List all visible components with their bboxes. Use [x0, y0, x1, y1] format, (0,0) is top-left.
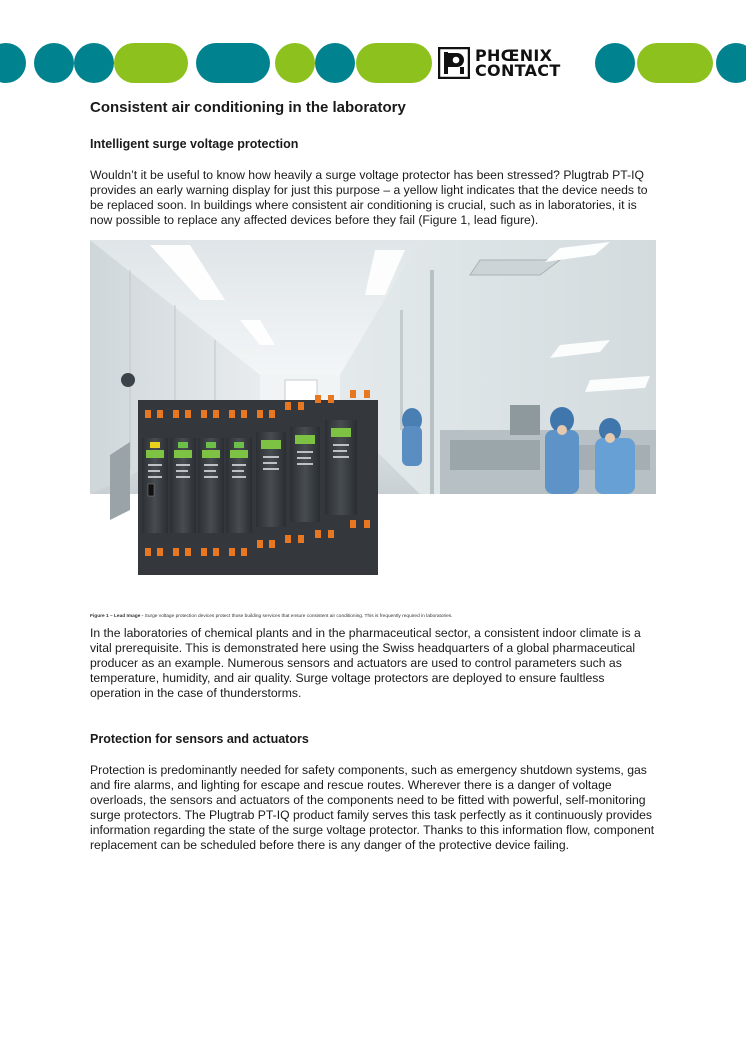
banner-pill — [356, 43, 432, 83]
logo-line-2: CONTACT — [475, 61, 561, 80]
article-title: Consistent air conditioning in the laboratory — [90, 99, 406, 116]
caption-text: Surge voltage protection devices protect those building services that ensure consistent air conditioning. This is frequently required in laboratories. — [143, 614, 453, 619]
banner-dot — [595, 43, 635, 83]
header-banner — [0, 43, 746, 83]
protection-paragraph: Protection is predominantly needed for safety components, such as emergency shutdown systems, gas and fire alarms, and lighting for escape and rescue routes. Wherever there is a danger of voltage overloads, the sensors and actuators of the components need to be fitted with powerful, self-monitoring surge protectors. The Plugtrab PT-IQ product family serves this task perfectly as it continuously provides information regarding the state of the surge voltage protector. Thanks to this information flow, component replacement can be scheduled before there is any danger of the protective device failing. — [90, 763, 655, 852]
banner-dot — [315, 43, 355, 83]
laboratory-paragraph: In the laboratories of chemical plants and in the pharmaceutical sector, a consistent indoor climate is a vital prerequisite. This is demonstrated here using the Swiss headquarters of a global pharmaceutical producer as an example. Numerous sensors and actuators are used to control parameters such as temperature, humidity, and air quality. Surge voltage protectors are deployed to ensure faultless operation in the case of thunderstorms. — [90, 626, 641, 700]
section-heading-surge-protection: Intelligent surge voltage protection — [90, 137, 299, 151]
logo-wordmark — [475, 48, 561, 78]
banner-pill — [114, 43, 188, 83]
intro-paragraph: Wouldn’t it be useful to know how heavily a surge voltage protector has been stressed? Plugtrab PT-IQ provides an early warning display for just this purpose – a yellow light indicates that the device needs to be replaced soon. In buildings where consistent air conditioning is crucial, such as in laboratories, it is now possible to replace any affected devices before they fail (Figure 1, lead figure). — [90, 168, 648, 227]
banner-dot — [34, 43, 74, 83]
banner-pill — [196, 43, 270, 83]
phoenix-contact-logo — [438, 46, 594, 80]
section-heading-sensors-actuators: Protection for sensors and actuators — [90, 732, 309, 746]
banner-dot — [0, 43, 26, 83]
caption-label: Figure 1 – Lead Image - — [90, 614, 144, 619]
banner-dot — [275, 43, 315, 83]
logo-line-1: PHŒNIX — [475, 46, 553, 65]
phoenix-logo-icon — [438, 47, 470, 79]
surge-protector-devices — [110, 380, 410, 585]
lead-figure — [90, 240, 656, 610]
banner-pill — [637, 43, 713, 83]
banner-dot — [74, 43, 114, 83]
banner-dot — [716, 43, 746, 83]
article-body — [90, 98, 656, 853]
figure-caption — [90, 614, 656, 620]
